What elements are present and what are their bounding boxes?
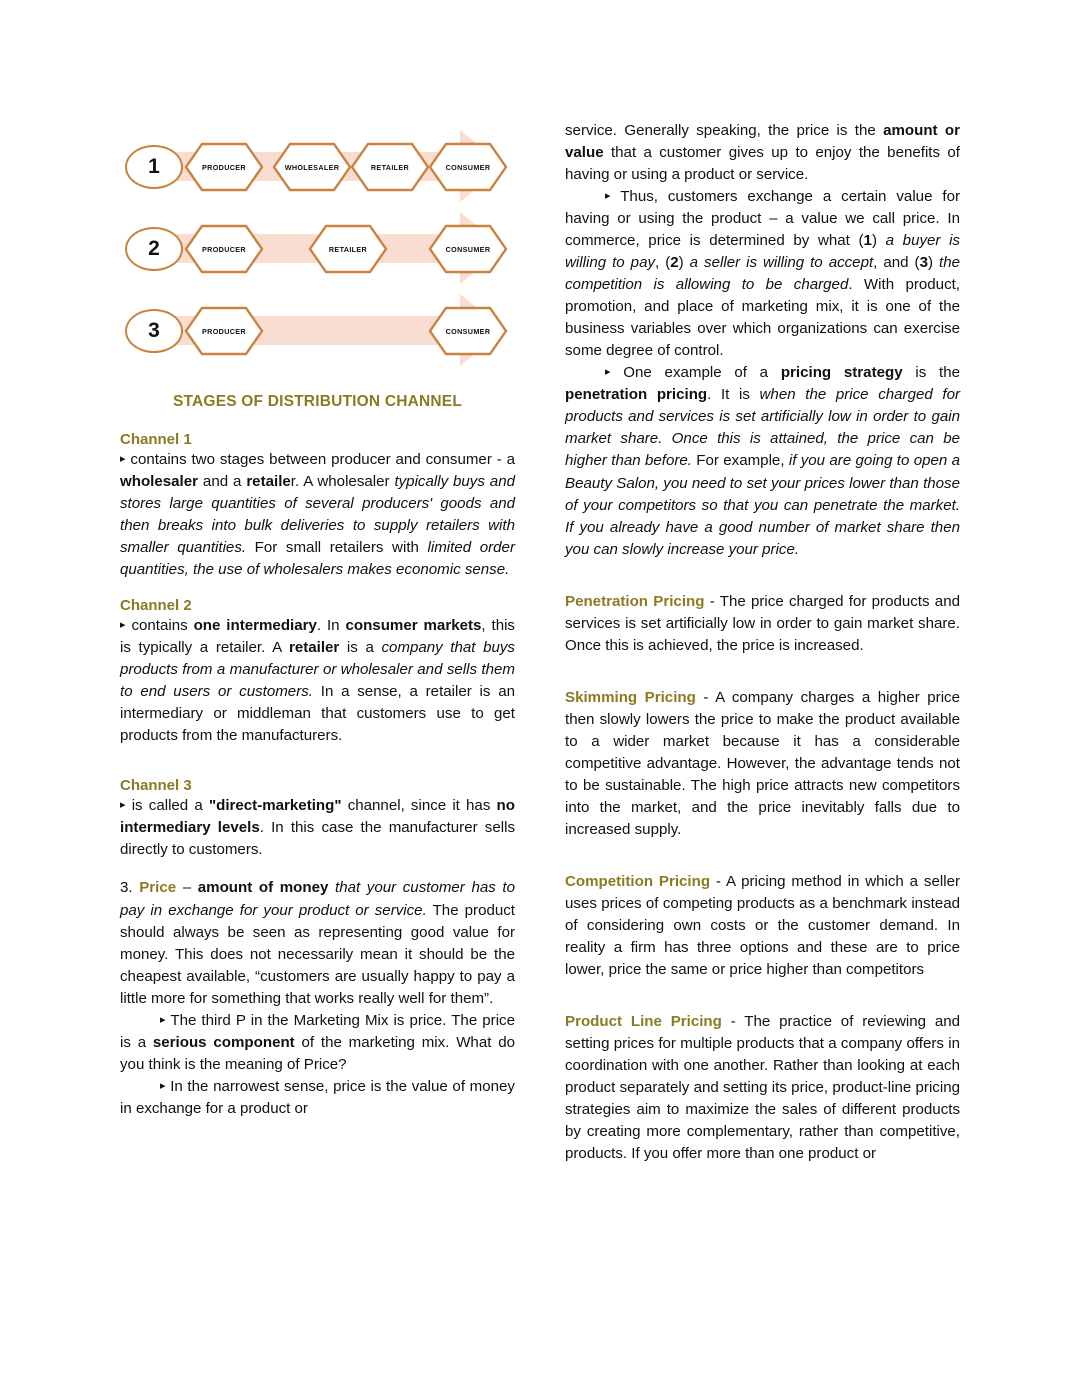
text-run: For small retailers with [246, 539, 428, 557]
text-run-bold: 2 [670, 254, 679, 272]
hex-node-label: CONSUMER [445, 244, 491, 254]
strategy-name: Product Line Pricing [565, 1013, 722, 1031]
page-title: STAGES OF DISTRIBUTION CHANNEL [172, 393, 463, 410]
text-run: and a [198, 473, 247, 491]
left-column [120, 120, 515, 1165]
text-run-bold: 1 [863, 232, 872, 250]
price-definition-paragraph [120, 877, 515, 1009]
text-run: – [176, 879, 198, 897]
one-example-paragraph [565, 362, 960, 560]
hex-node-label: WHOLESALER [284, 162, 340, 172]
text-run-bold: retaile [246, 473, 291, 491]
strategy-competition-pricing [565, 871, 960, 981]
strategy-skimming-pricing [565, 687, 960, 841]
text-run-italic: that your customer has to pay in exchange for your product or service. [120, 879, 515, 919]
third-p-paragraph [120, 1010, 515, 1076]
text-run: ) [678, 254, 690, 272]
text-run: . With product, promotion, and place of marketing mix, it is one of the business variables over which organizations can exercise some degree of control. [565, 276, 961, 360]
channel-3-paragraph [120, 795, 515, 861]
strategy-product-line-pricing [565, 1011, 960, 1165]
text-run: ) [927, 254, 939, 272]
bullet-icon: ▸ [605, 190, 611, 203]
text-run: service. Generally speaking, the price is the [565, 122, 884, 139]
bullet-icon: ▸ [605, 366, 611, 379]
text-run: - [704, 592, 720, 610]
bullet-icon: ▸ [120, 799, 126, 812]
text-run: of the marketing mix. What do you think is the meaning of Price? [120, 1033, 515, 1073]
strategy-name: Skimming Pricing [565, 688, 696, 706]
text-run-italic: if you are going to open a Beauty Salon, you need to set your prices lower than those of your competitors so that you can penetrate the market. If you already have a good number of market share then you can slowly increase your price. [565, 452, 961, 558]
row-number-badge: 3 [125, 309, 183, 353]
text-run-italic: limited order quantities, the use of wholesalers makes economic sense. [120, 539, 515, 579]
text-run-bold: consumer markets [345, 617, 482, 635]
text-run: In a sense, a retailer is an intermediary or middleman that customers use to get products from the manufacturers. [120, 683, 516, 745]
text-run: In the narrowest sense, price is the value of money in exchange for a product or [120, 1077, 515, 1117]
narrowest-sense-paragraph [120, 1076, 515, 1120]
bullet-icon: ▸ [160, 1079, 166, 1092]
strategy-body: The price charged for products and services is set artificially low in order to gain market share. Once this is achieved, the price is increased. [565, 592, 960, 654]
hex-node-label: CONSUMER [445, 326, 491, 336]
strategy-name: Penetration Pricing [565, 592, 705, 610]
text-run-bold: amount or value [565, 122, 960, 162]
hex-node-label: PRODUCER [202, 326, 246, 336]
channel-1-paragraph [120, 449, 515, 581]
channel-row-1 [120, 130, 515, 202]
text-run: is a [339, 639, 382, 657]
text-run: . In this case the manufacturer sells directly to customers. [120, 819, 515, 859]
text-run-bold: one intermediary [193, 617, 317, 635]
text-run-italic: a buyer is willing to pay [565, 232, 960, 272]
strategy-body: A company charges a higher price then slowly lowers the price to make the product available to a wider market because it has a considerable competitive advantage. However, the advantage tends not to be sustainable. The high price attracts new competitors into the market, and the price inevitably falls due to increased supply. [565, 688, 960, 838]
hex-node-label: RETAILER [370, 162, 410, 172]
text-run: - [721, 1013, 745, 1031]
hex-node-label: RETAILER [328, 244, 368, 254]
two-column-layout [120, 120, 960, 1165]
text-run-bold: amount of money [197, 879, 329, 897]
text-run-bold: retailer [288, 639, 340, 657]
channel-row-2 [120, 212, 515, 284]
channel-1-heading: Channel 1 [120, 431, 192, 448]
bullet-icon: ▸ [160, 1013, 166, 1026]
stages-of-distribution-channel-diagram [120, 120, 515, 375]
text-run-bold: 3 [919, 254, 928, 272]
strategy-name: Competition Pricing [565, 872, 711, 890]
hex-node-consumer [428, 224, 508, 274]
service-continuation-paragraph [565, 120, 960, 186]
text-run-bold: no intermediary levels [120, 797, 515, 837]
thus-paragraph [565, 186, 960, 362]
text-run: contains [131, 617, 194, 635]
strategy-penetration-pricing [565, 591, 960, 657]
channel-3-heading: Channel 3 [120, 777, 192, 795]
text-run: The product should always be seen as representing good value for money. This does not necessarily mean it should be the cheapest available, “customers are usually happy to pay a little more for something that works really well for them”. [120, 901, 515, 1007]
hex-node-producer [184, 224, 264, 274]
hex-node-consumer [428, 142, 508, 192]
hex-node-wholesaler [272, 142, 352, 192]
text-run: channel, since it has [341, 797, 497, 815]
strategy-body: The practice of reviewing and setting prices for multiple products that a company offers in coordination with one another. Rather than looking at each product separately and setting its price, product-line pricing strategies aim to maximize the sales of different products by creating more complementary, rather than competitive, products. If you offer more than one product or [565, 1013, 960, 1163]
text-run-bold: "direct-marketing" [208, 797, 342, 815]
text-run-bold: wholesaler [120, 473, 199, 491]
text-run: r. A wholesaler [290, 473, 395, 491]
text-run-italic: when the price charged for products and services is set artificially low in order to gain market share. Once this is attained, the price can be higher than before. [565, 386, 961, 470]
channel-2-heading: Channel 2 [120, 597, 192, 615]
text-run: For example, [691, 452, 789, 470]
text-run: The third P in the Marketing Mix is price. The price is a [120, 1011, 516, 1051]
row-number-badge: 2 [125, 227, 183, 271]
channel-row-3 [120, 294, 515, 366]
text-run: - [710, 872, 726, 890]
text-run: ) [871, 232, 886, 250]
text-run-bold: serious component [152, 1033, 295, 1051]
text-run: 3. [120, 879, 140, 897]
text-run: is the [902, 364, 960, 382]
hex-node-label: PRODUCER [202, 162, 246, 172]
text-run: , and ( [873, 254, 920, 272]
hex-node-label: PRODUCER [202, 244, 246, 254]
text-run-italic: a seller is willing to accept [689, 254, 874, 272]
row-number-badge: 1 [125, 145, 183, 189]
strategy-body: A pricing method in which a seller uses prices of competing products as a benchmark instead of considering own costs or the customer demand. In reality a firm has three options and these are to price lower, price the same or price higher than competitors [565, 872, 960, 979]
hex-node-producer [184, 142, 264, 192]
text-run: - [695, 688, 716, 706]
text-run-italic: company that buys products from a manufacturer or wholesaler and sells them to end users or customers. [120, 639, 515, 701]
hex-node-label: CONSUMER [445, 162, 491, 172]
text-run: that a customer gives up to enjoy the benefits of having or using a product or service. [565, 144, 960, 184]
text-run: One example of a [623, 364, 781, 382]
text-run: Thus, customers exchange a certain value for having or using the product – a value we call price. In commerce, price is determined by what ( [565, 188, 961, 250]
hex-node-retailer [308, 224, 388, 274]
text-run-bold: penetration pricing [565, 386, 708, 404]
text-run-italic: the competition is allowing to be charged [565, 254, 960, 294]
text-run: . It is [707, 386, 760, 404]
text-run: . In [316, 617, 346, 635]
hex-node-producer [184, 306, 264, 356]
text-run-bold: pricing strategy [780, 364, 903, 382]
text-run: , ( [655, 254, 671, 272]
hex-node-consumer [428, 306, 508, 356]
right-column [565, 120, 960, 1165]
price-gold-label: Price [139, 879, 177, 897]
bullet-icon: ▸ [120, 453, 126, 465]
text-run: , this is typically a retailer. A [120, 617, 515, 657]
text-run: contains two stages between producer and consumer - a [130, 451, 515, 468]
channel-2-paragraph [120, 615, 515, 747]
text-run-italic: typically buys and stores large quantities of several producers' goods and then breaks into bulk deliveries to supply retailers with smaller quantities. [120, 473, 515, 557]
text-run: is called a [131, 797, 209, 815]
hex-node-retailer [350, 142, 430, 192]
bullet-icon: ▸ [120, 619, 126, 632]
